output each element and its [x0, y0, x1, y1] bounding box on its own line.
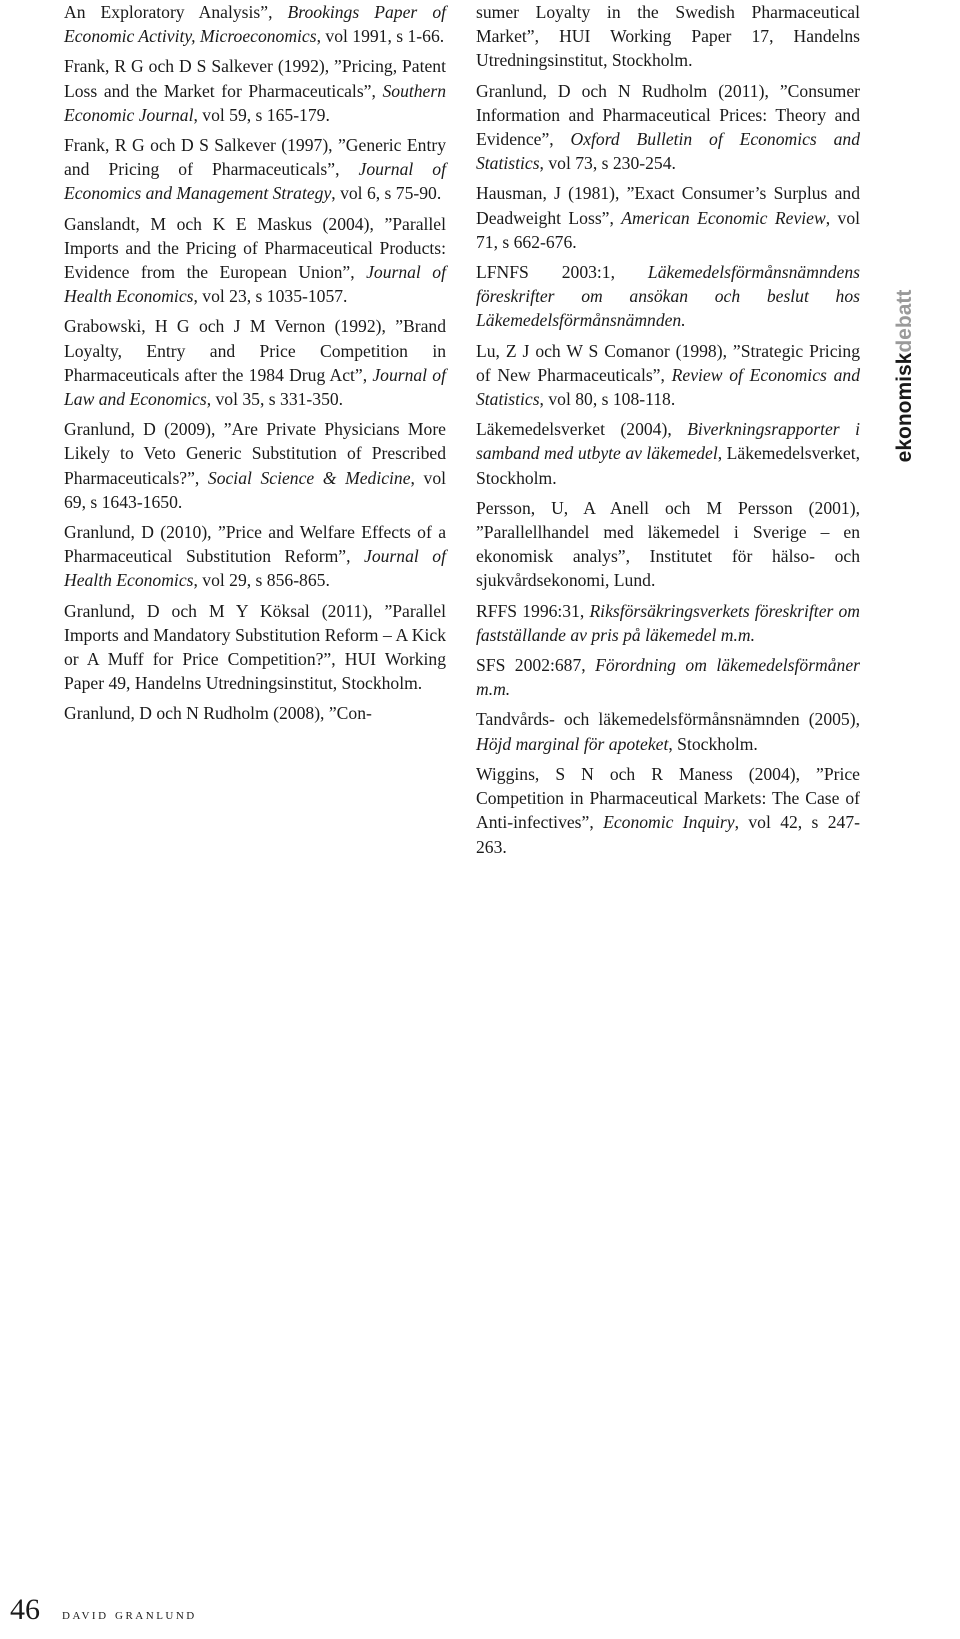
reference-text: Granlund, D (2009), ”Are Private Physicians More Likely to Veto Generic Substitution of Prescribed Pharmaceuticals?”,	[64, 419, 446, 488]
reference-title: Läkemedelsförmånsnämndens föreskrifter om ansökan och beslut hos Läkemedelsförmånsnämnden.	[476, 262, 860, 331]
reference-title: Förordning om läkemedelsförmåner m.m.	[476, 655, 860, 700]
reference-entry	[476, 653, 860, 701]
reference-text: Ganslandt, M och K E Maskus (2004), ”Parallel Imports and the Pricing of Pharmaceutical Products: Evidence from the European Union”,	[64, 213, 446, 283]
reference-title: Journal of Health Economics	[64, 546, 446, 591]
reference-entry	[476, 79, 860, 176]
reference-text: , vol 1991, s 1-66.	[316, 26, 445, 47]
reference-text: An Exploratory Analysis”,	[64, 2, 288, 22]
reference-title: Journal of Health Economics	[64, 262, 446, 307]
reference-title: Riksförsäkringsverkets föreskrifter om fastställande av pris på läkemedel m.m.	[476, 600, 860, 645]
reference-text: , Stockholm.	[668, 733, 758, 754]
reference-title: Southern Economic Journal	[64, 80, 446, 125]
reference-entry	[64, 54, 446, 127]
author-name: david granlund	[62, 1606, 197, 1623]
reference-text: Persson, U, A Anell och M Persson (2001), ”Parallellhandel med läkemedel i Sverige – en ekonomisk analys”, Institutet för hälso- och sjukvårdsekonomi, Lund.	[476, 497, 860, 591]
reference-title: Journal of Law and Economics	[64, 364, 446, 410]
journal-side-label	[893, 286, 917, 466]
reference-text: LFNFS 2003:1,	[476, 262, 648, 283]
reference-entry	[476, 417, 860, 490]
reference-text: Grabowski, H G och J M Vernon (1992), ”Brand Loyalty, Entry and Price Competition in Pharmaceuticals after the 1984 Drug Act”,	[64, 316, 446, 385]
reference-text: Lu, Z J och W S Comanor (1998), ”Strategic Pricing of New Pharmaceuticals”,	[476, 340, 860, 385]
reference-entry	[64, 701, 446, 725]
reference-text: , vol 6, s 75-90.	[331, 183, 442, 204]
reference-title: Social Science & Medicine	[207, 467, 411, 488]
reference-entry	[476, 181, 860, 254]
reference-text: Granlund, D (2010), ”Price and Welfare Effects of a Pharmaceutical Substitution Reform”,	[64, 522, 446, 567]
side-label-bold: ekonomisk	[893, 352, 916, 463]
reference-entry	[64, 0, 446, 48]
reference-text: RFFS 1996:31,	[476, 600, 590, 621]
reference-text: , vol 29, s 856-865.	[193, 570, 330, 591]
reference-title: Review of Economics and Statistics	[476, 364, 860, 410]
reference-title: Biverkningsrapporter i samband med utbyte av läkemedel	[476, 419, 860, 464]
reference-entry	[476, 0, 860, 73]
reference-entry	[476, 496, 860, 593]
reference-entry	[476, 339, 860, 412]
reference-entry	[64, 212, 446, 309]
reference-text: Frank, R G och D S Salkever (1997), ”Generic Entry and Pricing of Pharmaceuticals”,	[64, 135, 446, 180]
reference-title: American Economic Review	[621, 207, 826, 228]
reference-text: , vol 23, s 1035-1057.	[193, 286, 348, 307]
reference-entry	[476, 762, 860, 859]
reference-text: , vol 59, s 165-179.	[193, 104, 330, 125]
reference-entry	[476, 260, 860, 333]
reference-text: , vol 42, s 247-263.	[476, 812, 860, 857]
reference-title: Brookings Paper of Economic Activity, Microeconomics	[64, 2, 447, 47]
right-reference-column	[476, 0, 860, 865]
reference-text: sumer Loyalty in the Swedish Pharmaceutical Market”, HUI Working Paper 17, Handelns Utredningsinstitut, Stockholm.	[476, 2, 860, 71]
reference-entry	[64, 133, 446, 206]
page-footer	[10, 1593, 197, 1627]
page-number: 46	[10, 1593, 40, 1626]
reference-text: Granlund, D och M Y Köksal (2011), ”Parallel Imports and Mandatory Substitution Reform – A Kick or A Muff for Price Competition?”, HUI Working Paper 49, Handelns Utredningsinstitut, Stockholm.	[64, 600, 446, 694]
reference-entry	[64, 314, 446, 411]
reference-entry	[64, 520, 446, 593]
reference-title: Economic Inquiry	[603, 812, 735, 833]
reference-text: , vol 80, s 108-118.	[539, 389, 676, 410]
reference-title: Journal of Economics and Management Strategy	[64, 159, 446, 204]
reference-text: Granlund, D och N Rudholm (2011), ”Consumer Information and Pharmaceutical Prices: Theory and Evidence”,	[476, 80, 860, 150]
reference-text: , Läkemedelsverket, Stockholm.	[476, 443, 860, 488]
reference-title: Oxford Bulletin of Economics and Statistics	[476, 129, 860, 174]
reference-text: , vol 35, s 331-350.	[206, 389, 344, 410]
reference-text: , vol 71, s 662-676.	[476, 207, 861, 252]
reference-text: SFS 2002:687,	[476, 655, 596, 676]
reference-text: Hausman, J (1981), ”Exact Consumer’s Surplus and Deadweight Loss”,	[476, 183, 860, 228]
reference-text: Wiggins, S N och R Maness (2004), ”Price Competition in Pharmaceutical Markets: The Case of Anti-infectives”,	[476, 763, 860, 833]
reference-text: , vol 69, s 1643-1650.	[64, 467, 447, 512]
reference-entry	[476, 707, 860, 755]
reference-text: Läkemedelsverket (2004),	[476, 419, 688, 440]
reference-entry	[476, 599, 860, 647]
reference-text: , vol 73, s 230-254.	[539, 153, 676, 174]
reference-text: Tandvårds- och läkemedelsförmånsnämnden (2005),	[476, 709, 860, 730]
reference-entry	[64, 417, 446, 514]
reference-title: Höjd marginal för apoteket	[476, 733, 669, 754]
side-label-light: debatt	[893, 289, 916, 353]
reference-entry	[64, 599, 446, 696]
reference-text: Frank, R G och D S Salkever (1992), ”Pricing, Patent Loss and the Market for Pharmaceuticals”,	[64, 56, 446, 101]
reference-text: Granlund, D och N Rudholm (2008), ”Con-	[64, 703, 372, 724]
left-reference-column	[64, 0, 446, 732]
